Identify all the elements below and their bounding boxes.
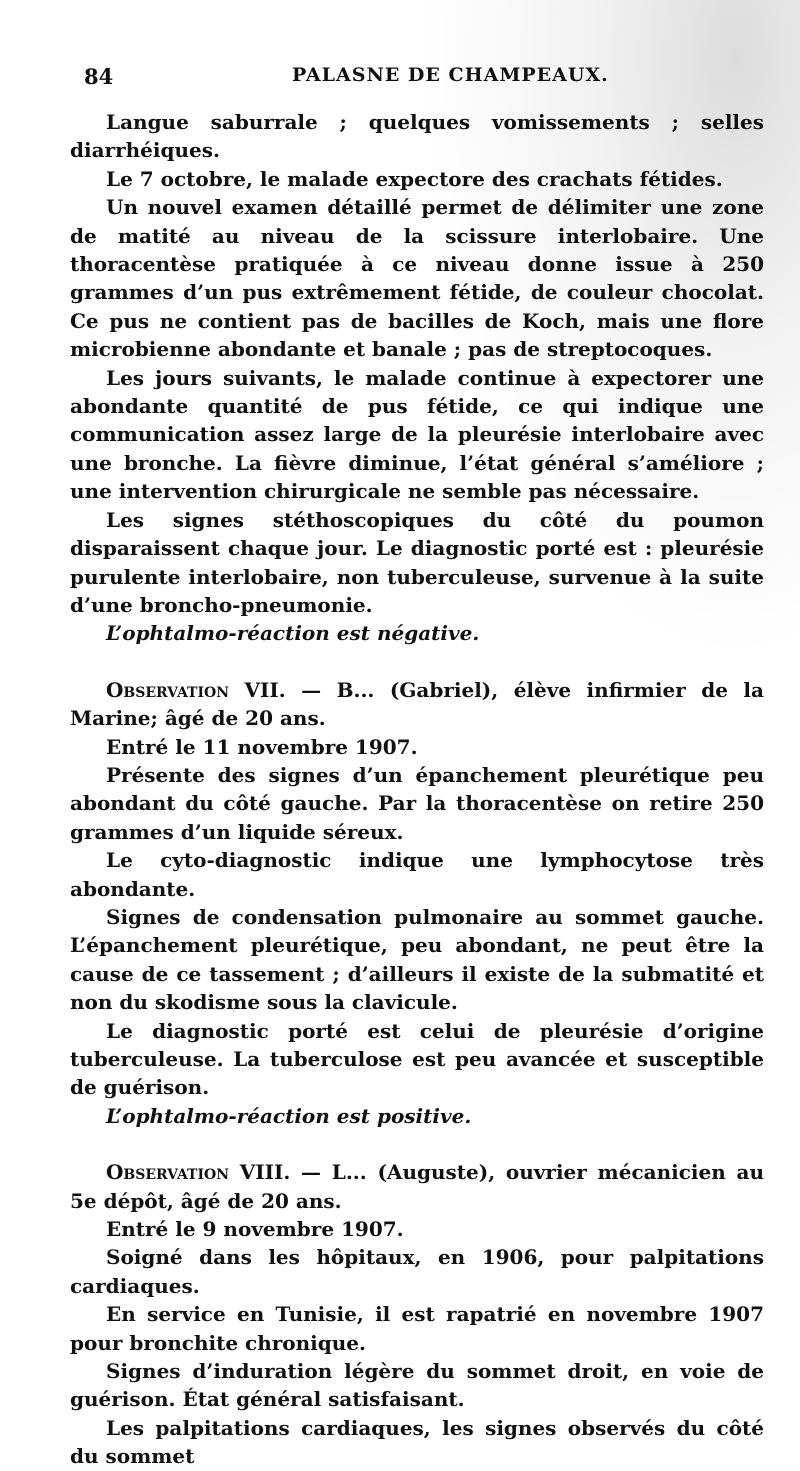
ophtalmo-reaction-note: L’ophtalmo-réaction est positive.	[106, 1103, 472, 1128]
page-number: 84	[84, 64, 114, 89]
observation-7-heading	[70, 676, 764, 733]
entry-date: Entré le 9 novembre 1907.	[106, 1217, 404, 1242]
observation-intro: — B... (Gabriel), élève infirmier de la Marine; âgé de 20 ans.	[70, 677, 764, 731]
paragraph: Signes d’induration légère du sommet droit, en voie de guérison. État général satisfaisant.	[70, 1359, 764, 1412]
entry-date: Entré le 11 novembre 1907.	[106, 734, 418, 759]
section-gap	[70, 648, 764, 676]
paragraph: Les signes stéthoscopiques du côté du poumon disparaissent chaque jour. Le diagnostic porté est : pleurésie purulente interlobaire, non tuberculeuse, survenue à la suite d’une broncho-pneumonie.	[70, 507, 764, 617]
ophtalmo-reaction-note: L’ophtalmo-réaction est négative.	[106, 621, 480, 646]
paragraph: Présente des signes d’un épanchement pleurétique peu abondant du côté gauche. Par la thoracentèse on retire 250 grammes d’un liquide séreux.	[70, 762, 764, 844]
paragraph: Le cyto-diagnostic indique une lymphocytose très abondante.	[70, 848, 764, 901]
paragraph: Langue saburrale ; quelques vomissements ; selles diarrhéiques.	[70, 110, 764, 163]
observation-label: Observation VIII.	[106, 1160, 291, 1185]
section-gap	[70, 1130, 764, 1158]
paragraph: Le 7 octobre, le malade expectore des crachats fétides.	[106, 166, 723, 191]
paragraph: Un nouvel examen détaillé permet de délimiter une zone de matité au niveau de la scissure interlobaire. Une thoracentèse pratiquée à ce niveau donne issue à 250 grammes d’un pus extrêmement fétide, de couleur chocolat. Ce pus ne contient pas de bacilles de Koch, mais une flore microbienne abondante et banale ; pas de streptocoques.	[70, 195, 764, 362]
page-body	[70, 108, 764, 1471]
paragraph: Les palpitations cardiaques, les signes observés du côté du sommet	[70, 1415, 764, 1469]
paragraph: Le diagnostic porté est celui de pleurésie d’origine tuberculeuse. La tuberculose est peu avancée et susceptible de guérison.	[70, 1018, 764, 1100]
paragraph: Signes de condensation pulmonaire au sommet gauche. L’épanchement pleurétique, peu abondant, ne peut être la cause de ce tassement ; d’ailleurs il existe de la submatité et non du skodisme sous la clavicule.	[70, 904, 764, 1015]
paragraph: En service en Tunisie, il est rapatrié en novembre 1907 pour bronchite chronique.	[70, 1302, 764, 1355]
paragraph: Soigné dans les hôpitaux, en 1906, pour palpitations cardiaques.	[70, 1245, 764, 1298]
running-title: PALASNE DE CHAMPEAUX.	[292, 64, 609, 86]
observation-intro: — L... (Auguste), ouvrier mécanicien au 5e dépôt, âgé de 20 ans.	[70, 1160, 764, 1213]
observation-label: Observation VII.	[106, 677, 286, 702]
observation-8-heading	[70, 1158, 764, 1215]
paragraph: Les jours suivants, le malade continue à expectorer une abondante quantité de pus fétide, ce qui indique une communication assez large de la pleurésie interlobaire avec une bronche. La fièvre diminue, l’état général s’améliore ; une intervention chirurgicale ne semble pas nécessaire.	[70, 365, 764, 504]
page-header	[84, 64, 756, 92]
